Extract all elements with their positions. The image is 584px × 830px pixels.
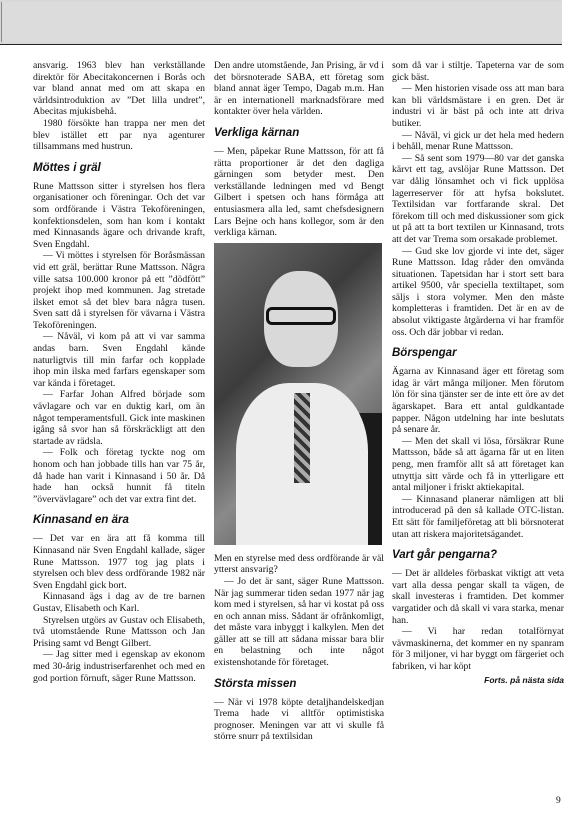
section-heading: Vart går pengarna? — [392, 549, 498, 562]
paragraph: Den andre utomstående, Jan Prising, är vd i det börsnoterade SABA, ett företag som bland annat äger Tempo, Dagab m.m. Han är en internationell marknadsförare med kontakter över hela världen. — [214, 60, 384, 118]
paragraph: — Men historien visade oss att man bara kan bli världsmästare i en gren. Det är industri vi är bäst på och inte att driva butiker. — [392, 83, 564, 129]
paragraph: Men en styrelse med dess ordförande är väl ytterst ansvarig? — [214, 552, 384, 576]
paragraph: 1980 försökte han trappa ner men det blev istället ett par nya agenturer tillsammans med hustrun. — [33, 117, 205, 153]
portrait-photo — [214, 243, 382, 545]
paragraph: Styrelsen utgörs av Gustav och Elisabeth, två utomstående Rune Mattsson och Jan Prising samt vd Bengt Gilbert. — [33, 614, 205, 649]
photo-glasses — [266, 307, 336, 325]
paragraph: — Folk och företag tyckte nog om honom och han jobbade tills han var 75 år, då hade han varit i Kinnasand i 50 år. Då hade han också hunnit få titeln ”övervävlagare” och det var extra fint det. — [33, 447, 205, 505]
section-heading: Största missen — [214, 677, 297, 690]
header-bar-inner — [1, 2, 562, 42]
paragraph: — När vi 1978 köpte detaljhandelskedjan Trema hade vi alltför optimistiska prognoser. Meningen var att vi skulle få större snurr på textilsidan — [214, 696, 384, 743]
paragraph: — Så sent som 1979—80 var det ganska kärvt ett tag, avslöjar Rune Mattsson. Det var dålig lönsamhet och vi fick upplösa lagerreserver för att hyfsa bokslutet. Textilsidan var fortfarande skral. Det förekom till och med diskussioner som gick ut på att ta bort textilen ur Kinnasand, trots att det var Trema som orsakade problemet. — [392, 152, 564, 245]
section-heading: Kinnasand en ära — [33, 514, 129, 527]
paragraph: — Det är alldeles förbaskat viktigt att veta vart alla dessa pengar skall ta vägen, de skall investeras i framtiden. Det kommer vargatider och då skall vi vara starka, menar han. — [392, 568, 564, 626]
section-heading: Verkliga kärnan — [214, 126, 300, 139]
paragraph: — Kinnasand planerar nämligen att bli introducerad på den så kallade OTC-listan. Ett sätt för familjeföretag att bli börsnoterat utan att riskera majoritetsägandet. — [392, 493, 564, 540]
paragraph: Rune Mattsson sitter i styrelsen hos flera organisationer och föreningar. Och det var som ordförande i Västra Tekoföreningen, konfektionsdelen, som han kom i kontakt med Kinnasands ägare och drivande kraft, Sven Engdahl. — [33, 180, 205, 250]
paragraph: — Det var en ära att få komma till Kinnasand när Sven Engdahl kallade, säger Rune Mattsson. 1977 tog jag plats i styrelsen och blev dess ordförande 1982 när Sven Engdahl gick bort. — [33, 533, 205, 591]
paragraph: — Vi har redan totalförnyat vävmaskinerna, det kommer en ny spanram för 3 miljoner, vi har byggt om färgeriet och fabriken, vi har köpt — [392, 626, 564, 672]
photo-tie — [294, 393, 310, 483]
paragraph: Ägarna av Kinnasand äger ett företag som idag är värt många miljoner. Men förutom lön för sina tjänster ser de inte ett öre av det ägarskapet. Bara ett antal guldkantade papper. Någon utdelning har inte beslutats på senare år. — [392, 366, 564, 436]
continued-note: Forts. på nästa sida — [484, 674, 564, 685]
section-heading: Möttes i gräl — [33, 161, 101, 174]
paragraph: som då var i stiltje. Tapeterna var de som gick bäst. — [392, 60, 564, 83]
paragraph: — Farfar Johan Alfred började som vävlagare och var en duktig karl, om än något temperamentsfull. Gick inte maskinen igång så svor han så förskräckligt att den startade av rädsla. — [33, 389, 205, 447]
page-number: 9 — [556, 796, 561, 806]
paragraph: Kinnasand ägs i dag av de tre barnen Gustav, Elisabeth och Karl. — [33, 591, 205, 614]
paragraph: — Vi möttes i styrelsen för Boråsmässan vid ett gräl, berättar Rune Mattsson. Några ville satsa 100.000 kronor på ett ”dödfött” projekt ihop med kommunen. Jag stretade ilsket emot så det blev bara några tusen. Sven satt då i styrelsen för vävarna i Västra Tekoföreningen. — [33, 250, 205, 331]
paragraph: — Nåväl, vi kom på att vi var samma andas barn. Sven Engdahl kände naturligtvis till min farfar och kopplade ihop min ilska med farfars egenskaper som var kända i företaget. — [33, 331, 205, 389]
paragraph: — Jag sitter med i egenskap av ekonom med 30-årig industriserfarenhet och med en god portion förnuft, säger Rune Mattsson. — [33, 649, 205, 684]
paragraph: — Men, påpekar Rune Mattsson, för att få rätta proportioner är det den dagliga gärningen som betyder mest. Den verkställande ledningen med vd Bengt Gilbert i spetsen och hans förmåga att entusiasmera alla led, samt chefsdesignern Lars Bejne och hans kollegor, som är den verkliga kärnan. — [214, 145, 384, 239]
paragraph: — Gud ske lov gjorde vi inte det, säger Rune Mattsson. Idag råder den omvända situationen. Tapetsidan har i stort sett bara artikel 9500, vår speciella textiltapet, som säljs i stora volymer. Men den måste kompletteras i framtiden. Det är en av de absolut viktigaste åtgärderna vi har framför oss. Och där jobbar vi redan. — [392, 245, 564, 338]
section-heading: Börspengar — [392, 347, 457, 360]
header-bar — [0, 0, 562, 45]
article-column-2 — [214, 60, 384, 743]
article-column-3 — [392, 60, 564, 686]
article-column-1 — [33, 60, 205, 684]
paragraph: — Men det skall vi lösa, försäkrar Rune Mattsson, både så att ägarna får ut en liten peng, men framför allt så att företaget kan utnyttja sitt värde och få in ytterligare ett antal miljoner i friskt aktiekapital. — [392, 435, 564, 494]
paragraph: — Jo det är sant, säger Rune Mattsson. När jag summerar tiden sedan 1977 när jag kom med i styrelsen, så har vi kostat på oss en och annan miss. Sådant är ofrånkomligt, det måste vara inbyggt i kalkylen. Men det gäller att se till att sådana missar bara blir en belastning och inte något existenshotande för företaget. — [214, 575, 384, 669]
paragraph: — Nåväl, vi gick ur det hela med hedern i behåll, menar Rune Mattsson. — [392, 129, 564, 153]
paragraph: ansvarig. 1963 blev han verkställande direktör för Abecitakoncernen i Borås och var bland annat med om att skapa en världsintroduktion av ”Det lilla undret”, Abecitas mjukisbehå. — [33, 60, 205, 118]
